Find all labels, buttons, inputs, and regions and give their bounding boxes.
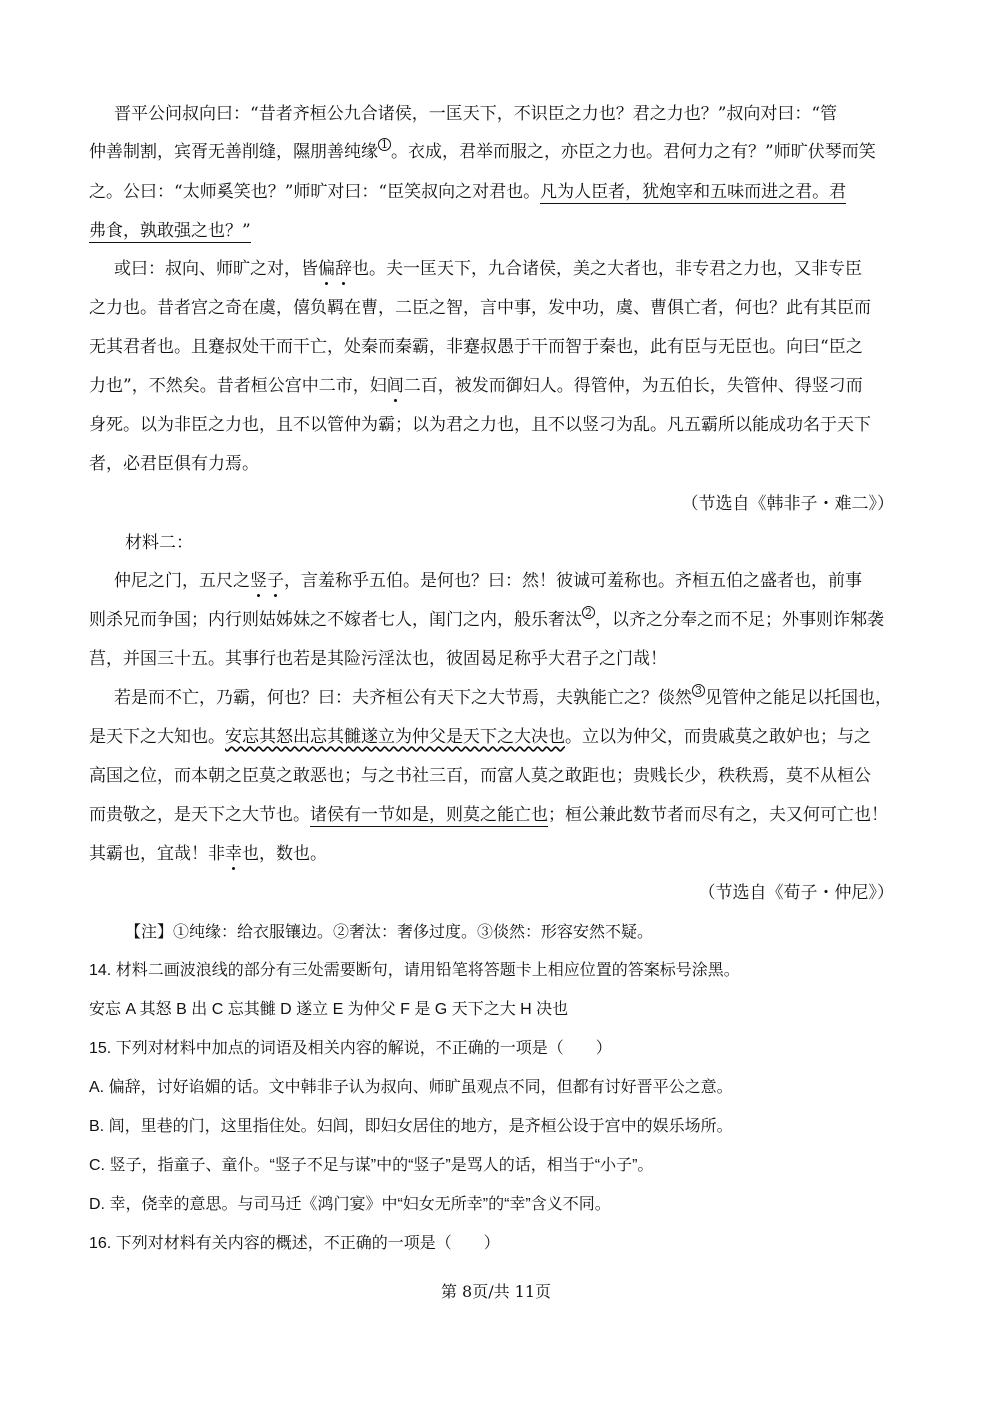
passage1-line: 无其君者也。且蹇叔处干而干亡，处秦而秦霸，非蹇叔愚于干而智于秦也，此有臣与无臣也。向曰“臣之 bbox=[89, 337, 863, 357]
dotted-word: 竖 bbox=[250, 571, 267, 591]
dotted-word: 子 bbox=[267, 571, 284, 591]
passage2-line: 若是而不亡，乃霸，何也？曰：夫齐桓公有天下之大节焉，夫孰能亡之？倓然 3 见管仲之能足以托国也， bbox=[114, 684, 892, 708]
passage1-line: 之。公曰：“太师奚笑也？”师旷对曰：“臣笑叔向之对君也。凡为人臣者，犹炮宰和五味而进之君。君 bbox=[89, 182, 847, 202]
underlined-sentence: 凡为人臣者，犹炮宰和五味而进之君。君 bbox=[540, 182, 847, 202]
passage1-line: 之力也。昔者宫之奇在虞，僖负羁在曹，二臣之智，言中事，发中功，虞、曹俱亡者，何也？此有其臣而 bbox=[89, 298, 871, 318]
passage1-line: 仲善制割，宾胥无善削缝，隰朋善纯缘 1 。衣成，君举而服之，亦臣之力也。君何力之有？”师旷伏琴而笑 bbox=[89, 138, 876, 162]
passage1-line: 或曰：叔向、师旷之对，皆偏辞也。夫一匡天下，九合诸侯，美之大者也，非专君之力也，又非专臣 bbox=[114, 259, 862, 279]
footnote-marker: 3 bbox=[692, 684, 705, 697]
underlined-sentence: 弗食，孰敢强之也？” bbox=[89, 221, 251, 241]
section-heading: 材料二： bbox=[125, 533, 193, 553]
source-citation: （节选自《韩非子・难二》） bbox=[681, 494, 894, 514]
passage2-line: 莒，并国三十五。其事行也若是其险污淫汰也，彼固曷足称乎大君子之门哉！ bbox=[89, 649, 667, 669]
option-d: D. 幸，侥幸的意思。与司马迁《鸿门宴》中“妇女无所幸”的“幸”含义不同。 bbox=[89, 1196, 611, 1213]
source-citation: （节选自《荀子・仲尼》） bbox=[698, 883, 894, 903]
dotted-word: 幸 bbox=[225, 844, 242, 864]
footnote-marker: 2 bbox=[582, 606, 595, 619]
passage1-line: 力也”，不然矣。昔者桓公宫中二市，妇闾二百，被发而御妇人。得管仲，为五伯长，失管仲、得竖刁而 bbox=[89, 376, 863, 396]
passage2-line: 则杀兄而争国；内行则姑姊妹之不嫁者七人，闺门之内，般乐奢汰 2 ，以齐之分奉之而不足；外事则诈邾袭 bbox=[89, 606, 884, 630]
passage2-line: 仲尼之门，五尺之竖子，言羞称乎五伯。是何也？曰：然！彼诚可羞称也。齐桓五伯之盛者也，前事 bbox=[114, 571, 862, 591]
dotted-word: 辞 bbox=[335, 259, 352, 279]
option-b: B. 闾，里巷的门，这里指住处。妇闾，即妇女居住的地方，是齐桓公设于宫中的娱乐场所。 bbox=[89, 1118, 733, 1135]
wavy-underlined-sentence: 安忘其怒出忘其雠遂立为仲父是天下之大决也 bbox=[225, 727, 565, 747]
question-14-options: 安忘 A 其怒 B 出 C 忘其雠 D 遂立 E 为仲父 F 是 G 天下之大 H 决也 bbox=[89, 1001, 569, 1018]
passage1-line: 者，必君臣俱有力焉。 bbox=[89, 454, 259, 474]
footnote-marker: 1 bbox=[378, 138, 391, 151]
page-footer: 第 8页/共 11页 bbox=[440, 1282, 552, 1301]
option-a: A. 偏辞，讨好谄媚的话。文中韩非子认为叔向、师旷虽观点不同，但都有讨好晋平公之意。 bbox=[89, 1079, 733, 1096]
passage2-line: 而贵敬之，是天下之大节也。诸侯有一节如是，则莫之能亡也；桓公兼此数节者而尽有之，夫又何可亡也！ bbox=[89, 805, 888, 825]
annotation-note: 【注】①纯缘：给衣服镶边。②奢汰：奢侈过度。③倓然：形容安然不疑。 bbox=[125, 922, 654, 941]
passage1-line bbox=[89, 220, 251, 242]
passage1-line: 晋平公问叔向曰：“昔者齐桓公九合诸侯，一匡天下，不识臣之力也？君之力也？”叔向对曰：“管 bbox=[114, 104, 838, 124]
dotted-word: 闾 bbox=[386, 376, 404, 396]
option-c: C. 竖子，指童子、童仆。“竖子不足与谋”中的“竖子”是骂人的话，相当于“小子”。 bbox=[89, 1157, 654, 1174]
dotted-word: 偏 bbox=[318, 259, 335, 279]
passage1-line: 身死。以为非臣之力也，且不以管仲为霸；以为君之力也，且不以竖刁为乱。凡五霸所以能成功名于天下 bbox=[89, 415, 871, 435]
question-16-stem: 16. 下列对材料有关内容的概述，不正确的一项是（ ） bbox=[89, 1235, 500, 1252]
question-14-stem: 14. 材料二画波浪线的部分有三处需要断句，请用铅笔将答题卡上相应位置的答案标号涂黑。 bbox=[89, 962, 740, 979]
passage2-line: 高国之位，而本朝之臣莫之敢恶也；与之书社三百，而富人莫之敢距也；贵贱长少，秩秩焉，莫不从桓公 bbox=[89, 766, 871, 786]
passage2-line: 其霸也，宜哉！非幸也，数也。 bbox=[89, 844, 327, 864]
question-15-stem: 15. 下列对材料中加点的词语及相关内容的解说，不正确的一项是（ ） bbox=[89, 1040, 612, 1057]
passage2-line: 是天下之大知也。安忘其怒出忘其雠遂立为仲父是天下之大决也。立以为仲父，而贵戚莫之敢妒也；与之 bbox=[89, 727, 871, 747]
underlined-sentence: 诸侯有一节如是，则莫之能亡也 bbox=[310, 805, 548, 825]
